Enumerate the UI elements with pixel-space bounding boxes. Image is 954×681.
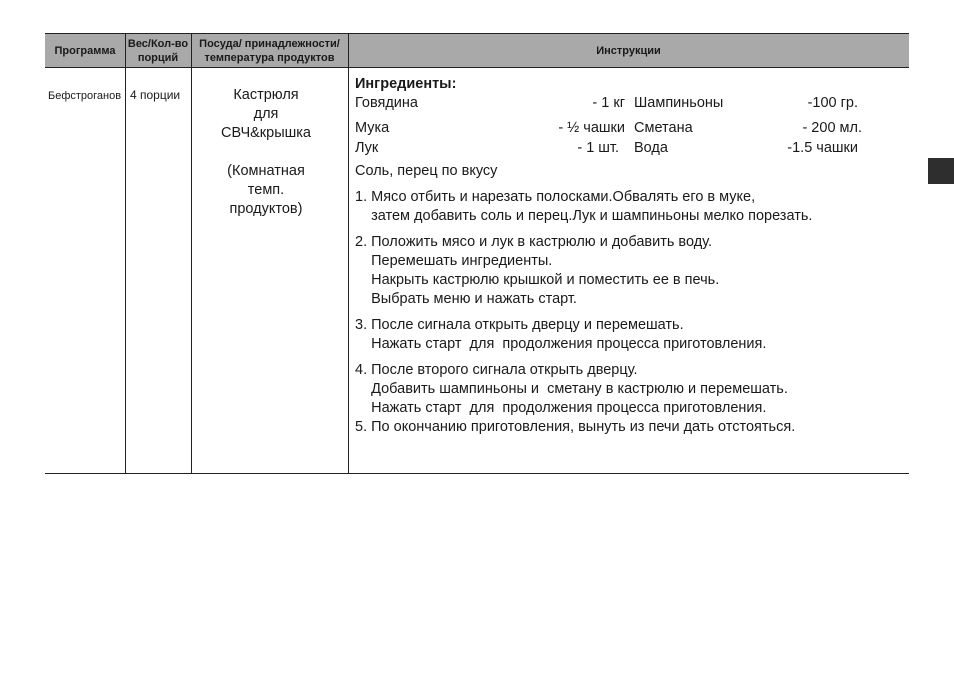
step-2: [355, 233, 895, 309]
step-line: Накрыть кастрюлю крышкой и поместить ее в печь.: [355, 272, 720, 288]
ingredient-row: [355, 94, 895, 113]
ingredient-qty: - 1 кг: [592, 95, 625, 111]
header-utensils: [191, 34, 348, 67]
ingredient-qty: -1.5 чашки: [787, 140, 858, 156]
step-line: 3. После сигнала открыть дверцу и перемешать.: [355, 317, 684, 333]
column-divider: [191, 33, 192, 473]
temperature-line: темп.: [247, 182, 285, 198]
utensils-line: для: [253, 106, 279, 122]
seasoning-line: Соль, перец по вкусу: [355, 163, 498, 179]
header-utensils-line1: Посуда/ принадлежности/: [199, 37, 340, 50]
header-weight-line1: Вес/Кол-во: [127, 37, 189, 50]
step-line: 5. По окончанию приготовления, вынуть из печи дать отстояться.: [355, 419, 796, 435]
section-tab-marker: [928, 158, 954, 184]
header-program-label: Программа: [54, 44, 116, 57]
temperature-line: (Комнатная: [227, 163, 305, 179]
header-program: [45, 34, 125, 67]
ingredient-name: Сметана: [634, 120, 693, 136]
table-header: [45, 33, 909, 68]
step-line: Нажать старт для продолжения процесса приготовления.: [355, 400, 767, 416]
ingredient-name: Вода: [634, 140, 668, 156]
utensils-line: Кастрюля: [233, 87, 299, 103]
header-utensils-line2: температура продуктов: [204, 51, 335, 64]
temperature-line: продуктов): [229, 201, 303, 217]
ingredient-qty: - 1 шт.: [577, 140, 619, 156]
ingredient-qty: - ½ чашки: [558, 120, 625, 136]
step-line: Перемешать ингредиенты.: [355, 253, 553, 269]
step-line: затем добавить соль и перец.Лук и шампиньоны мелко порезать.: [355, 208, 813, 224]
ingredient-row: [355, 119, 895, 138]
column-divider: [125, 33, 126, 473]
ingredient-name: Шампиньоны: [634, 95, 724, 111]
header-weight-line2: порций: [137, 51, 179, 64]
column-divider: [348, 33, 349, 473]
instructions-cell: [355, 75, 895, 437]
ingredient-name: Говядина: [355, 95, 418, 111]
ingredient-row: [355, 139, 895, 158]
step-line: Выбрать меню и нажать старт.: [355, 291, 577, 307]
step-line: Нажать старт для продолжения процесса приготовления.: [355, 336, 767, 352]
header-weight: [125, 34, 191, 67]
step-1: [355, 188, 895, 226]
utensils-cell: [196, 86, 336, 219]
header-instructions-label: Инструкции: [596, 44, 661, 57]
ingredients-title: Ингредиенты:: [355, 76, 457, 92]
ingredient-name: Лук: [355, 140, 379, 156]
table-bottom-rule: [45, 473, 909, 474]
header-instructions: [348, 34, 909, 67]
step-4: [355, 361, 895, 418]
step-line: 1. Мясо отбить и нарезать полосками.Обвалять его в муке,: [355, 189, 756, 205]
ingredient-qty: -100 гр.: [807, 95, 858, 111]
step-line: 4. После второго сигнала открыть дверцу.: [355, 362, 638, 378]
ingredient-name: Мука: [355, 120, 390, 136]
utensils-line: СВЧ&крышка: [220, 125, 312, 141]
step-3: [355, 316, 895, 354]
step-line: 2. Положить мясо и лук в кастрюлю и добавить воду.: [355, 234, 712, 250]
ingredient-qty: - 200 мл.: [802, 120, 862, 136]
step-5: [355, 418, 895, 437]
portions: 4 порции: [130, 88, 181, 102]
recipe-table: [45, 33, 909, 474]
step-line: Добавить шампиньоны и сметану в кастрюлю и перемешать.: [355, 381, 788, 397]
program-name: Бефстроганов: [48, 90, 122, 102]
